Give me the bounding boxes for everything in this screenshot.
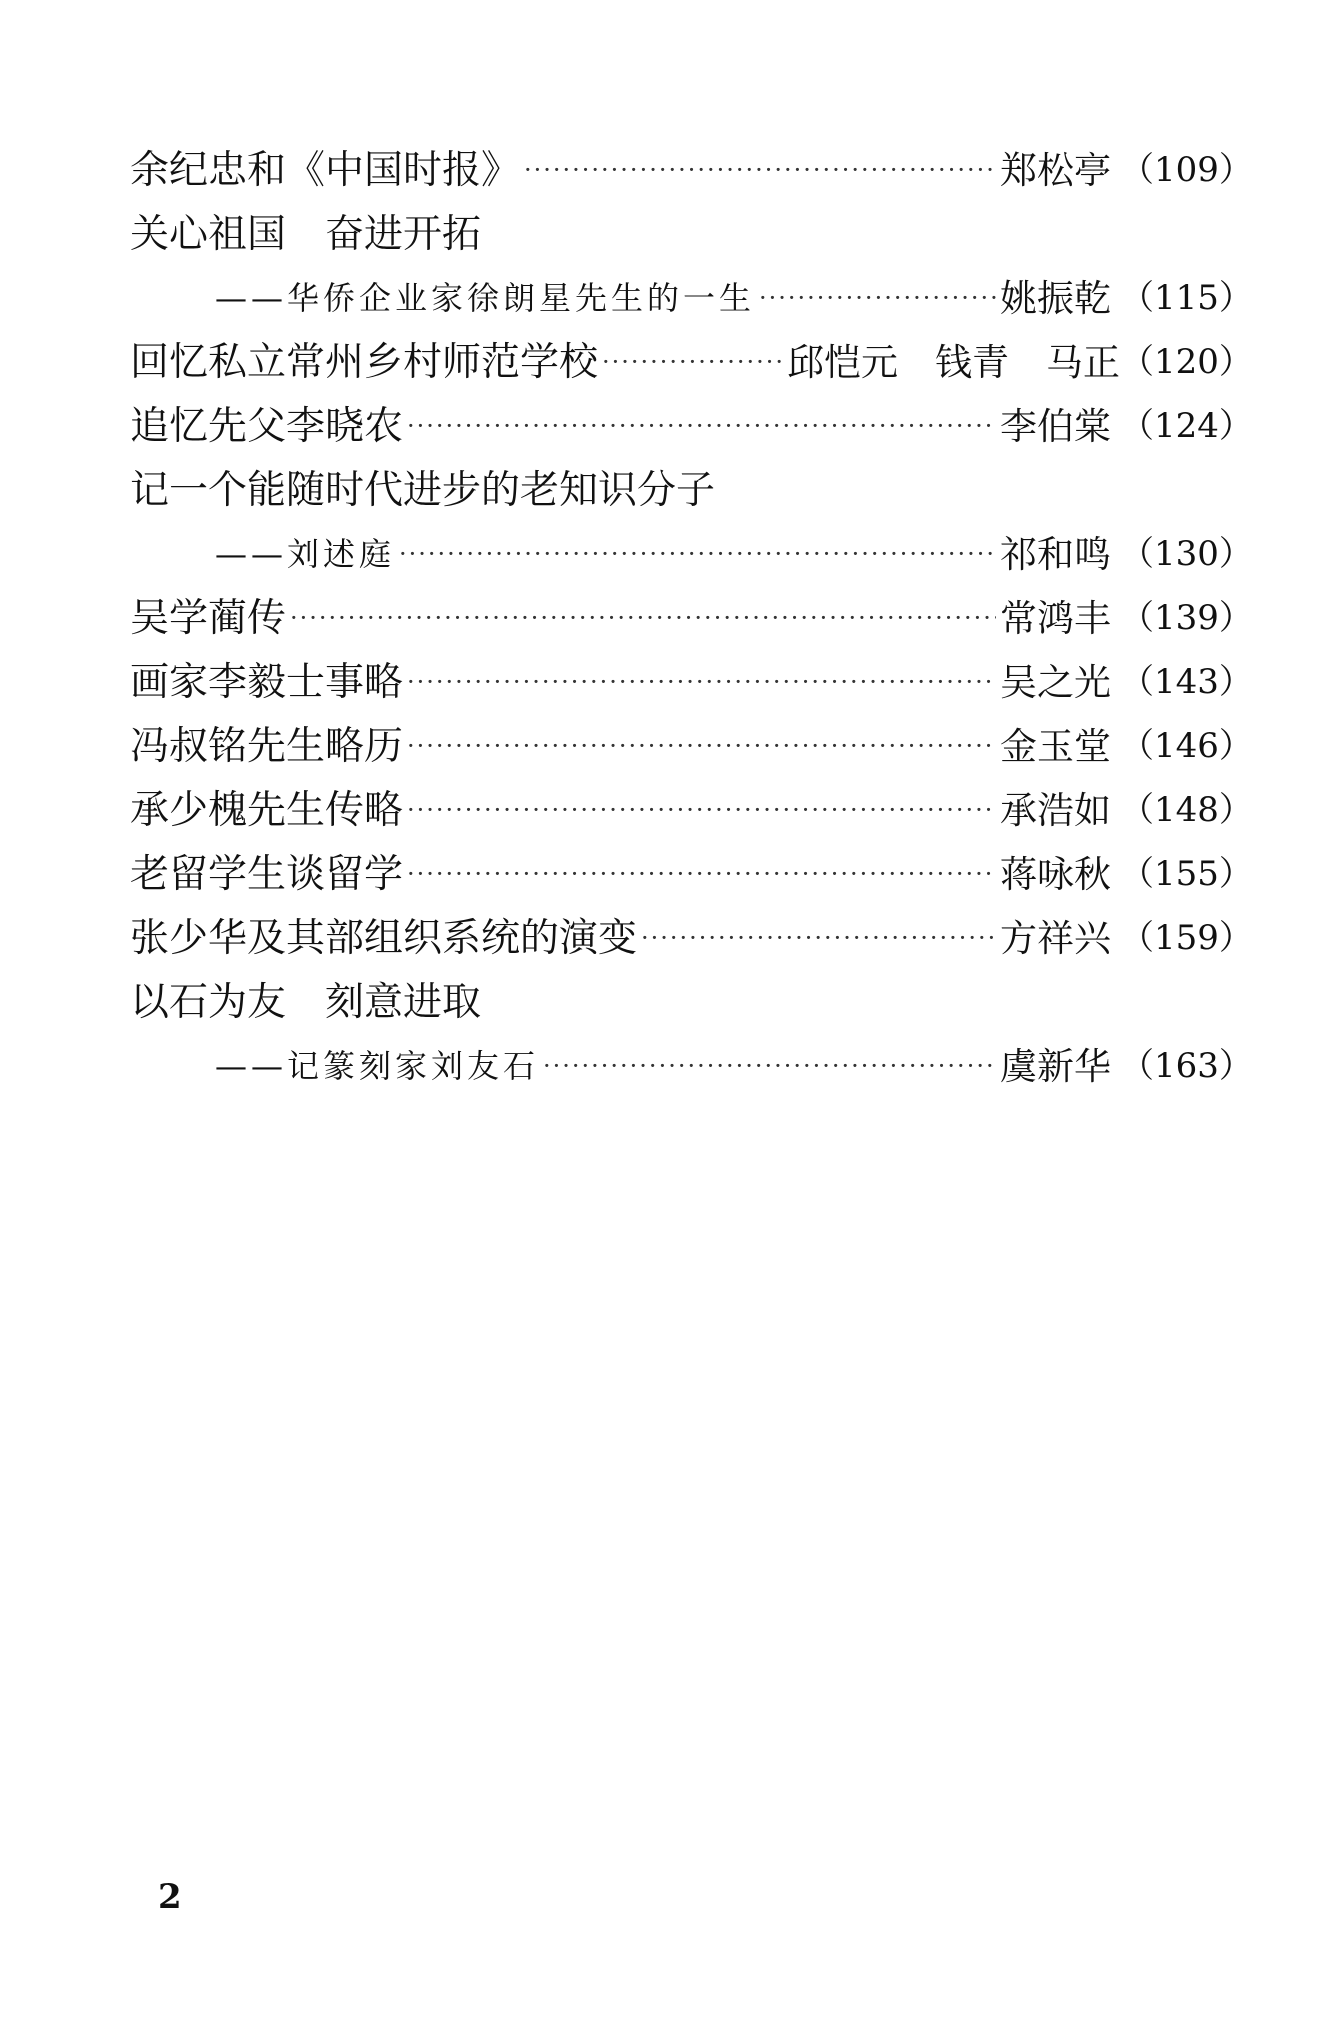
entry-page: （120） [1120, 342, 1253, 382]
entry-page: （155） [1120, 854, 1253, 894]
leader-dots [407, 732, 996, 760]
toc-entry [130, 906, 1253, 970]
toc-entry [130, 650, 1253, 714]
toc-entry [130, 778, 1253, 842]
entry-subtitle: ——刘述庭 [215, 535, 396, 573]
leader-dots [641, 924, 996, 952]
entry-title: 以石为友 刻意进取 [130, 979, 482, 1025]
table-of-contents [130, 138, 1253, 1098]
entry-page: （143） [1120, 662, 1253, 702]
entry-title: 追忆先父李晓农 [130, 403, 404, 449]
leader-dots [290, 604, 996, 632]
entry-title: 冯叔铭先生略历 [130, 723, 404, 769]
toc-entry [130, 458, 1230, 522]
entry-subtitle: ——华侨企业家徐朗星先生的一生 [215, 279, 756, 317]
toc-entry [130, 330, 1253, 394]
entry-page: （148） [1120, 790, 1253, 830]
toc-entry [130, 266, 1253, 330]
toc-entry [130, 394, 1253, 458]
entry-title: 张少华及其部组织系统的演变 [130, 915, 638, 961]
leader-dots [407, 796, 996, 824]
entry-title: 余纪忠和《中国时报》 [130, 147, 521, 193]
entry-title: 老留学生谈留学 [130, 851, 404, 897]
page-number: 2 [158, 1877, 182, 1917]
entry-title: 吴学蔺传 [130, 595, 287, 641]
toc-entry [130, 138, 1253, 202]
entry-author: 吴之光 [1000, 660, 1111, 704]
entry-author: 姚振乾 [1000, 276, 1111, 320]
entry-author: 邱恺元 钱青 马正 [787, 340, 1120, 384]
leader-dots [543, 1052, 996, 1080]
entry-title: 记一个能随时代进步的老知识分子 [130, 467, 716, 513]
leader-dots [407, 860, 996, 888]
entry-author: 郑松亭 [1000, 148, 1111, 192]
leader-dots [524, 156, 996, 184]
entry-author: 虞新华 [1000, 1044, 1111, 1088]
entry-page: （159） [1120, 918, 1253, 958]
entry-author: 金玉堂 [1000, 724, 1111, 768]
entry-title: 回忆私立常州乡村师范学校 [130, 339, 599, 385]
toc-entry [130, 842, 1253, 906]
entry-author: 方祥兴 [1000, 916, 1111, 960]
entry-page: （124） [1120, 406, 1253, 446]
toc-entry [130, 1034, 1253, 1098]
entry-author: 祁和鸣 [1000, 532, 1111, 576]
entry-page: （163） [1120, 1046, 1253, 1086]
entry-author: 承浩如 [1000, 788, 1111, 832]
entry-title: 关心祖国 奋进开拓 [130, 211, 482, 257]
leader-dots [399, 540, 996, 568]
toc-entry [130, 522, 1253, 586]
entry-title: 画家李毅士事略 [130, 659, 404, 705]
entry-title: 承少槐先生传略 [130, 787, 404, 833]
entry-author: 李伯棠 [1000, 404, 1111, 448]
entry-author: 蒋咏秋 [1000, 852, 1111, 896]
toc-entry [130, 586, 1253, 650]
entry-author: 常鸿丰 [1000, 596, 1111, 640]
entry-subtitle: ——记篆刻家刘友石 [215, 1047, 540, 1085]
entry-page: （130） [1120, 534, 1253, 574]
leader-dots [759, 284, 996, 312]
leader-dots [602, 348, 783, 376]
toc-entry [130, 202, 1230, 266]
entry-page: （146） [1120, 726, 1253, 766]
leader-dots [407, 412, 996, 440]
leader-dots [407, 668, 996, 696]
toc-entry [130, 970, 1230, 1034]
entry-page: （115） [1120, 278, 1253, 318]
toc-entry [130, 714, 1253, 778]
entry-page: （109） [1120, 150, 1253, 190]
entry-page: （139） [1120, 598, 1253, 638]
